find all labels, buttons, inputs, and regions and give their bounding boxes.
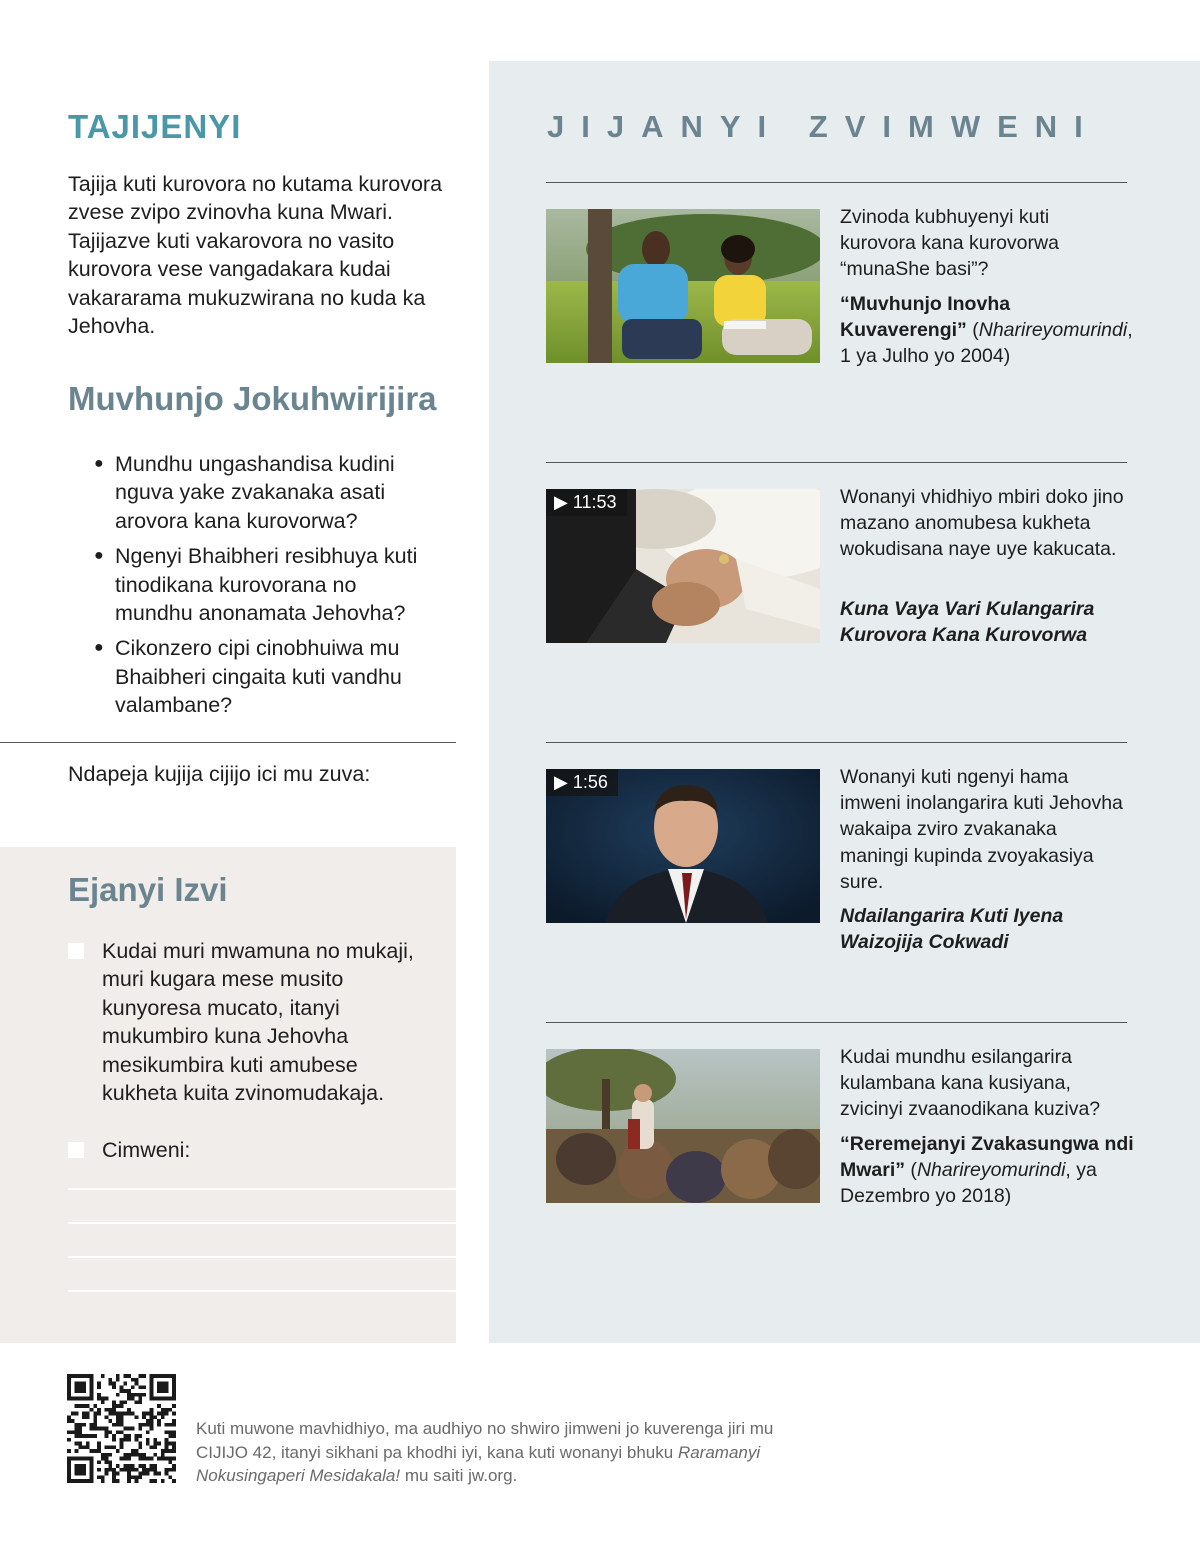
item-divider <box>546 742 1127 743</box>
explore-description: Wonanyi vhidhiyo mbiri doko jino mazano anomubesa kukheta wokudisana naye uye kakucata. <box>840 486 1124 561</box>
review-questions-list <box>94 450 439 727</box>
bullet-icon: ● <box>94 455 104 472</box>
bullet-icon: ● <box>94 547 104 565</box>
try-this-box <box>0 847 456 1343</box>
bullet-icon: ● <box>94 639 104 657</box>
footer-note: Kuti muwone mavhidhiyo, ma audhiyo no shwiro jimweni jo kuverenga jiri mu CIJIJO 42, itanyi sikhani pa khodhi iyi, kana kuti wonanyi bhuku Raramanyi Nokusingaperi Mesidakala! mu saiti jw.org. <box>196 1419 774 1485</box>
review-heading: Muvhunjo Jokuhwirijira <box>68 380 437 417</box>
review-question: ● Ngenyi Bhaibheri resibhuya kuti tinodikana kurovorana no mundhu anonamata Jehovha? <box>94 544 418 626</box>
summary-text: Tajija kuti kurovora no kutama kurovora zvese zvipo zvinovha kuna Mwari. Tajijazve kuti vakarovora no vasito kurovora vese vangadakara kudai vakararama mukuzwirana no kuda ka Jehovha. <box>68 172 443 339</box>
qr-code[interactable] <box>67 1374 176 1483</box>
try-this-item: Kudai muri mwamuna no mukaji, muri kugara mese musito kunyoresa mucato, itanyi mukumbiro kuna Jehovha mesikumbira kuti amubese kukheta kuita zvinomudakaja. <box>68 937 428 1107</box>
explore-heading: JIJANYI ZVIMWENI <box>547 109 1100 144</box>
man-in-suit-photo[interactable] <box>546 769 820 923</box>
review-question: ● Mundhu ungashandisa kudini nguva yake zvakanaka asati arovora kana kurovorwa? <box>94 452 395 533</box>
video-reference-link[interactable]: Ndailangarira Kuti Iyena Waizojija Cokwadi <box>840 905 1064 954</box>
item-divider <box>546 182 1127 183</box>
video-reference-link[interactable]: Kuna Vaya Vari Kulangarira Kurovora Kana Kurovorwa <box>840 598 1095 647</box>
summary-heading: TAJIJENYI <box>68 108 242 145</box>
video-duration-badge: ▶ 1:56 <box>546 769 618 796</box>
item-divider <box>546 1022 1127 1023</box>
article-reference-link[interactable]: “Muvhunjo Inovha Kuvaverengi” (Nharireyomurindi, 1 ya Julho yo 2004) <box>840 293 1133 368</box>
write-in-line[interactable] <box>68 1290 456 1292</box>
jesus-teaching-crowd-painting[interactable] <box>546 1049 820 1203</box>
explore-description: Kudai mundhu esilangarira kulambana kana kusiyana, zvicinyi zvaanodikana kuziva? <box>840 1046 1101 1121</box>
play-icon: ▶ <box>554 492 573 512</box>
try-this-item-other: Cimweni: <box>68 1136 428 1164</box>
checkbox-icon[interactable] <box>68 943 84 959</box>
checkbox-icon[interactable] <box>68 1142 84 1158</box>
write-in-line[interactable] <box>68 1222 456 1224</box>
holding-hands-photo[interactable] <box>546 489 820 643</box>
write-in-line[interactable] <box>68 1256 456 1258</box>
play-icon: ▶ <box>554 772 573 792</box>
explore-description: Zvinoda kubhuyenyi kuti kurovora kana kurovorwa “munaShe basi”? <box>840 206 1059 281</box>
item-divider <box>546 462 1127 463</box>
review-question: ● Cikonzero cipi cinobhuiwa mu Bhaibheri cingaita kuti vandhu valambane? <box>94 636 402 718</box>
explore-panel <box>489 61 1200 1343</box>
completion-date-label: Ndapeja kujija cijijo ici mu zuva: <box>68 762 371 786</box>
explore-description: Wonanyi kuti ngenyi hama imweni inolangarira kuti Jehovha wakaipa zviro zvakanaka maningi kupinda zvoyakasiya sure. <box>840 766 1123 893</box>
couple-in-park-photo[interactable] <box>546 209 820 363</box>
try-this-heading: Ejanyi Izvi <box>68 871 228 908</box>
video-duration-badge: ▶ 11:53 <box>546 489 627 516</box>
section-divider <box>0 742 456 743</box>
article-reference-link[interactable]: “Reremejanyi Zvakasungwa ndi Mwari” (Nharireyomurindi, ya Dezembro yo 2018) <box>840 1133 1134 1208</box>
write-in-line[interactable] <box>68 1188 456 1190</box>
